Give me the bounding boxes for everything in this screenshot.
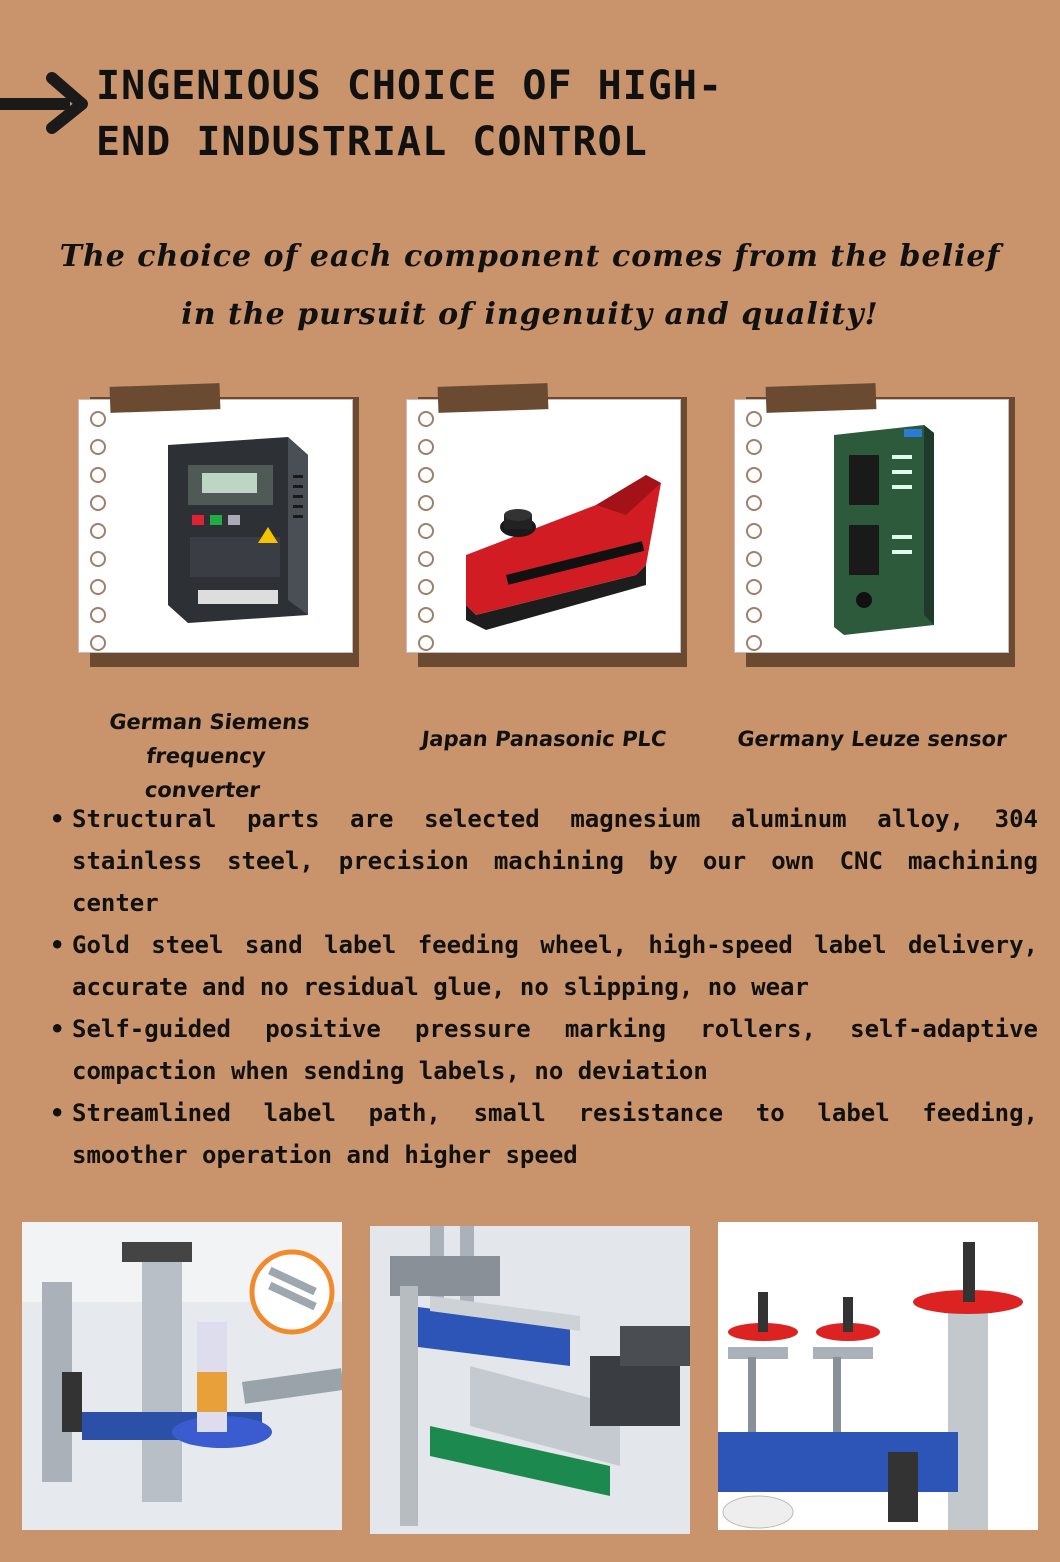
component-card-sensor [406, 385, 681, 663]
machine-image [22, 1222, 342, 1530]
frequency-converter-image [118, 415, 338, 635]
intro-text [40, 228, 1020, 344]
notebook-holes [746, 411, 764, 663]
photo-label-path [370, 1226, 690, 1534]
component-card-frequency-converter [78, 385, 353, 663]
machine-image [718, 1222, 1038, 1530]
intro-line-2: in the pursuit of ingenuity and quality! [181, 297, 879, 332]
title-line-2: END INDUSTRIAL CONTROL [96, 119, 648, 165]
notebook-holes [90, 411, 108, 663]
caption-sensor: Germany Leuze sensor [736, 727, 1008, 751]
plc-image [774, 415, 994, 635]
tape-decoration [438, 383, 549, 413]
list-item: • Structural parts are selected magnesium aluminum alloy, 304 stainless steel, precision machining by our own CNC machining center [50, 798, 1038, 924]
machine-image [370, 1226, 690, 1534]
list-item: • Gold steel sand label feeding wheel, high-speed label delivery, accurate and no residual glue, no slipping, no wear [50, 924, 1038, 1008]
title-line-1: INGENIOUS CHOICE OF HIGH- [96, 63, 724, 109]
list-item: • Streamlined label path, small resistance to label feeding, smoother operation and higher speed [50, 1092, 1038, 1176]
intro-line-1: The choice of each component comes from the belief [59, 239, 1001, 274]
arrow-right-icon [0, 72, 92, 134]
tape-decoration [110, 383, 221, 413]
feature-list [50, 798, 1038, 1176]
notebook-holes [418, 411, 436, 663]
caption-plc: Japan Panasonic PLC [420, 727, 668, 751]
tape-decoration [766, 383, 877, 413]
caption-frequency-converter: German Siemens frequency converter [108, 710, 311, 802]
sensor-image [446, 415, 666, 635]
photo-label-feeding-wheel [22, 1222, 342, 1530]
list-item: • Self-guided positive pressure marking rollers, self-adaptive compaction when sending labels, no deviation [50, 1008, 1038, 1092]
page-title [96, 58, 816, 170]
component-card-plc [734, 385, 1009, 663]
photo-pressure-rollers [718, 1222, 1038, 1530]
